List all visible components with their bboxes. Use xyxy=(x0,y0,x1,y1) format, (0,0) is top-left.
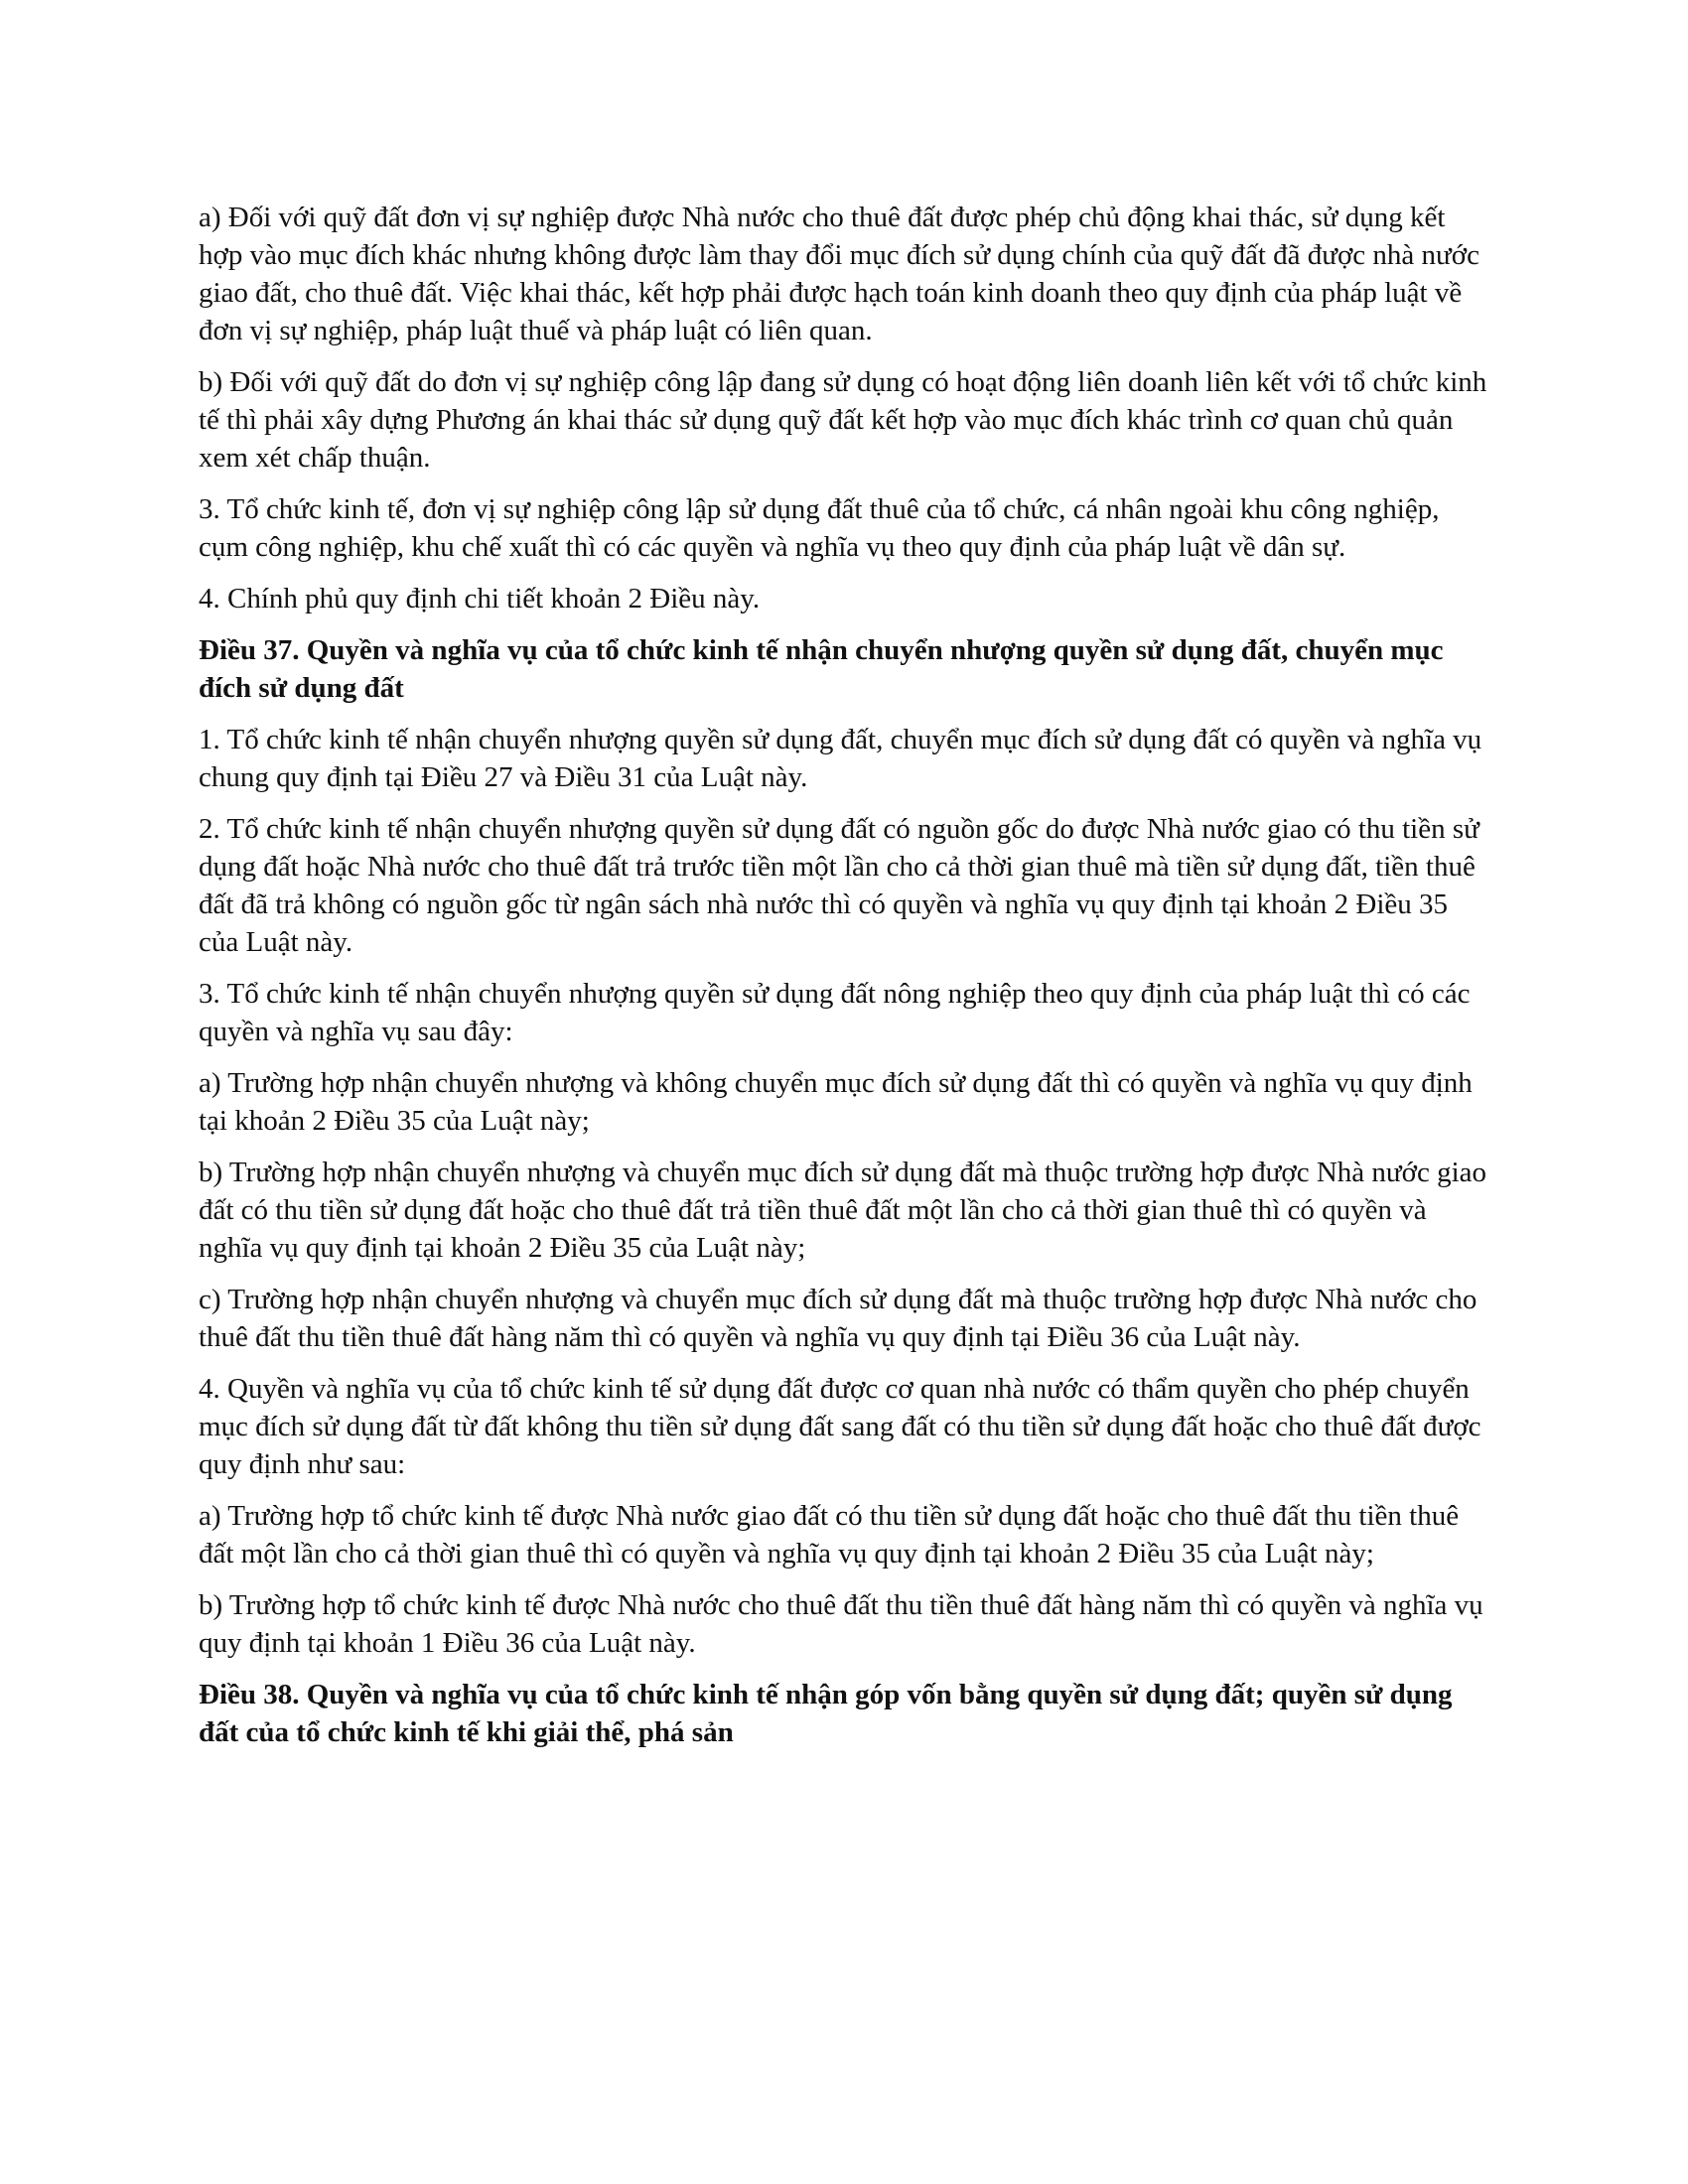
paragraph-dieu-37-2: 2. Tổ chức kinh tế nhận chuyển nhượng quyền sử dụng đất có nguồn gốc do được Nhà nước giao có thu tiền sử dụng đất hoặc Nhà nước cho thuê đất trả trước tiền một lần cho cả thời gian thuê mà tiền sử dụng đất, tiền thuê đất đã trả không có nguồn gốc từ ngân sách nhà nước thì có quyền và nghĩa vụ quy định tại khoản 2 Điều 35 của Luật này. xyxy=(199,813,1479,958)
paragraph-dieu-37-4: 4. Quyền và nghĩa vụ của tổ chức kinh tế sử dụng đất được cơ quan nhà nước có thẩm quyền cho phép chuyển mục đích sử dụng đất từ đất không thu tiền sử dụng đất sang đất có thu tiền sử dụng đất hoặc cho thuê đất được quy định như sau: xyxy=(199,1373,1481,1480)
paragraph-dieu-37-4b: b) Trường hợp tổ chức kinh tế được Nhà nước cho thuê đất thu tiền thuê đất hàng năm thì có quyền và nghĩa vụ quy định tại khoản 1 Điều 36 của Luật này. xyxy=(199,1589,1483,1659)
paragraph-dieu-37-1: 1. Tổ chức kinh tế nhận chuyển nhượng quyền sử dụng đất, chuyển mục đích sử dụng đất có quyền và nghĩa vụ chung quy định tại Điều 27 và Điều 31 của Luật này. xyxy=(199,724,1482,793)
paragraph-dieu-36-2a: a) Đối với quỹ đất đơn vị sự nghiệp được Nhà nước cho thuê đất được phép chủ động khai thác, sử dụng kết hợp vào mục đích khác nhưng không được làm thay đổi mục đích sử dụng chính của quỹ đất đã được nhà nước giao đất, cho thuê đất. Việc khai thác, kết hợp phải được hạch toán kinh doanh theo quy định của pháp luật về đơn vị sự nghiệp, pháp luật thuế và pháp luật có liên quan. xyxy=(199,202,1479,346)
paragraph-dieu-37-3a: a) Trường hợp nhận chuyển nhượng và không chuyển mục đích sử dụng đất thì có quyền và nghĩa vụ quy định tại khoản 2 Điều 35 của Luật này; xyxy=(199,1067,1473,1137)
paragraph-dieu-36-4: 4. Chính phủ quy định chi tiết khoản 2 Điều này. xyxy=(199,583,761,614)
paragraph-dieu-37-3c: c) Trường hợp nhận chuyển nhượng và chuyển mục đích sử dụng đất mà thuộc trường hợp được Nhà nước cho thuê đất thu tiền thuê đất hàng năm thì có quyền và nghĩa vụ quy định tại Điều 36 của Luật này. xyxy=(199,1284,1477,1353)
paragraph-dieu-37-4a: a) Trường hợp tổ chức kinh tế được Nhà nước giao đất có thu tiền sử dụng đất hoặc cho thuê đất thu tiền thuê đất một lần cho cả thời gian thuê thì có quyền và nghĩa vụ quy định tại khoản 2 Điều 35 của Luật này; xyxy=(199,1500,1460,1570)
paragraph-dieu-37-3: 3. Tổ chức kinh tế nhận chuyển nhượng quyền sử dụng đất nông nghiệp theo quy định của pháp luật thì có các quyền và nghĩa vụ sau đây: xyxy=(199,978,1471,1047)
paragraph-dieu-36-3: 3. Tổ chức kinh tế, đơn vị sự nghiệp công lập sử dụng đất thuê của tổ chức, cá nhân ngoài khu công nghiệp, cụm công nghiệp, khu chế xuất thì có các quyền và nghĩa vụ theo quy định của pháp luật về dân sự. xyxy=(199,493,1440,563)
paragraph-dieu-37-3b: b) Trường hợp nhận chuyển nhượng và chuyển mục đích sử dụng đất mà thuộc trường hợp được Nhà nước giao đất có thu tiền sử dụng đất hoặc cho thuê đất trả tiền thuê đất một lần cho cả thời gian thuê thì có quyền và nghĩa vụ quy định tại khoản 2 Điều 35 của Luật này; xyxy=(199,1157,1486,1264)
heading-dieu-37: Điều 37. Quyền và nghĩa vụ của tổ chức kinh tế nhận chuyển nhượng quyền sử dụng đất, chuyển mục đích sử dụng đất xyxy=(199,634,1444,704)
paragraph-dieu-36-2b: b) Đối với quỹ đất do đơn vị sự nghiệp công lập đang sử dụng có hoạt động liên doanh liên kết với tổ chức kinh tế thì phải xây dựng Phương án khai thác sử dụng quỹ đất kết hợp vào mục đích khác trình cơ quan chủ quản xem xét chấp thuận. xyxy=(199,366,1487,474)
document-page xyxy=(199,199,1489,1765)
heading-dieu-38: Điều 38. Quyền và nghĩa vụ của tổ chức kinh tế nhận góp vốn bằng quyền sử dụng đất; quyền sử dụng đất của tổ chức kinh tế khi giải thể, phá sản xyxy=(199,1679,1453,1748)
